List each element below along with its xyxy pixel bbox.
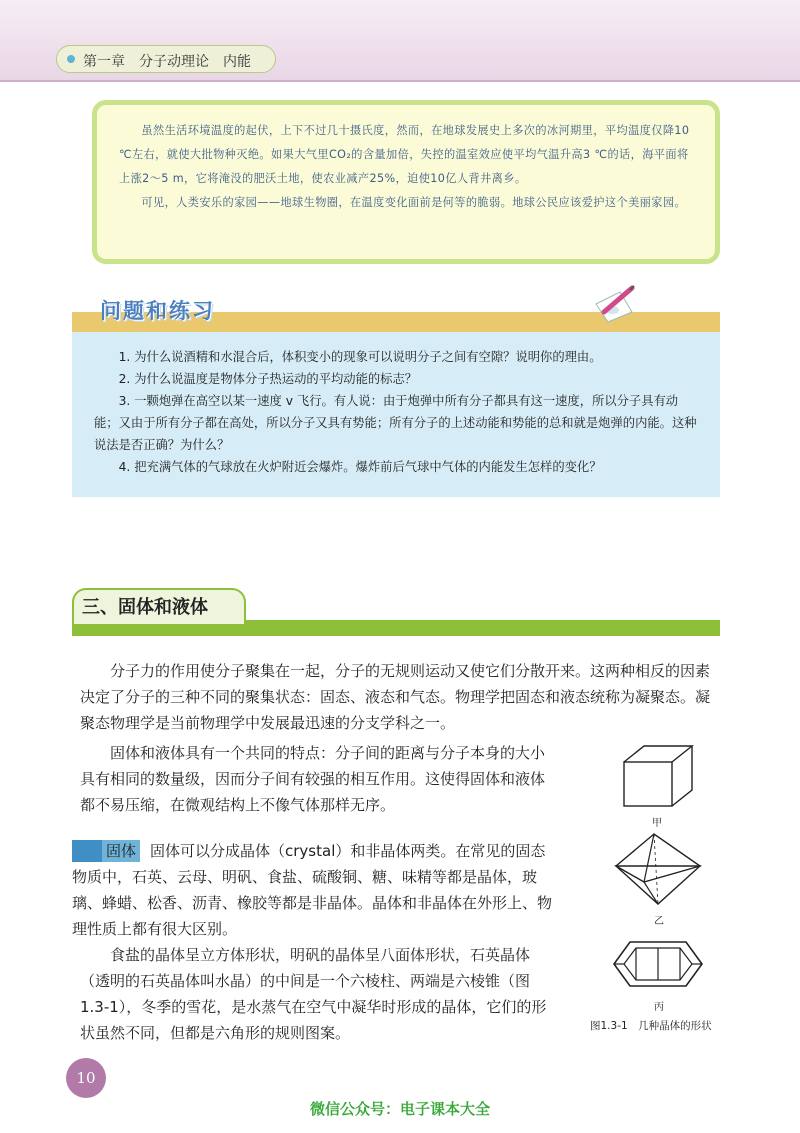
figure-label-c: 丙: [654, 1002, 664, 1013]
reading-paragraph-2: 可见，人类安乐的家园——地球生物圈，在温度变化面前是何等的脆弱。地球公民应该爱护这个美丽家园。: [141, 196, 687, 209]
section-paragraph-4: 食盐的晶体呈立方体形状，明矾的晶体呈八面体形状，石英晶体（透明的石英晶体叫水晶）的中间是一个六棱柱、两端是六棱锥（图1.3-1），冬季的雪花，是水蒸气在空气中凝华时形成的晶体，它们的形状虽然不同，但都是六角形的规则图案。: [80, 946, 547, 1042]
cube-crystal-figure: [618, 742, 700, 810]
section-paragraph-2-block: [80, 740, 558, 818]
figure-label-a: 甲: [652, 818, 662, 829]
section-paragraph-3-block: [72, 838, 558, 942]
exercises-box: [72, 332, 720, 497]
section-paragraph-3: 固体可以分成晶体（crystal）和非晶体两类。在常见的固态物质中，石英、云母、明矾、食盐、硫酸铜、糖、味精等都是晶体，玻璃、蜂蜡、松香、沥青、橡胶等都是非晶体。晶体和非晶体在外形上、物理性质上都有很大区别。: [72, 842, 553, 938]
exercises-title: 问题和练习: [100, 299, 215, 323]
chapter-title: 第一章 分子动理论 内能: [83, 54, 251, 70]
figure-caption: 图1.3-1 几种晶体的形状: [590, 1020, 712, 1032]
exercise-item-2: 2. 为什么说温度是物体分子热运动的平均动能的标志？: [118, 372, 418, 386]
pencil-paper-icon: [590, 282, 638, 326]
octahedron-crystal-figure: [610, 832, 706, 906]
reading-paragraph-1: 虽然生活环境温度的起伏，上下不过几十摄氏度，然而，在地球发展史上多次的冰河期里，平均温度仅降10 ℃左右，就使大批物种灭绝。如果大气里CO₂的含量加倍，失控的温室效应使平均气温升高3 ℃的话，海平面将上涨2～5 m，它将淹没的肥沃土地，使农业减产25%，迫使10亿人背井离乡。: [119, 124, 690, 185]
figure-label-b: 乙: [654, 916, 664, 927]
section-paragraph-1: 分子力的作用使分子聚集在一起，分子的无规则运动又使它们分散开来。这两种相反的因素决定了分子的三种不同的聚集状态：固态、液态和气态。物理学把固态和液态统称为凝聚态。凝聚态物理学是当前物理学中发展最迅速的分支学科之一。: [80, 662, 711, 732]
reading-box: [92, 100, 720, 264]
solid-tag: 固体: [72, 840, 140, 862]
section-paragraph-1-block: [80, 658, 720, 736]
page-number: 10: [66, 1058, 106, 1098]
exercise-item-1: 1. 为什么说酒精和水混合后，体积变小的现象可以说明分子之间有空隙？说明你的理由。: [118, 350, 602, 364]
quartz-crystal-figure: [612, 936, 704, 992]
bullet-icon: [67, 55, 75, 63]
exercise-item-3: 3. 一颗炮弹在高空以某一速度 v 飞行。有人说：由于炮弹中所有分子都具有这一速度，所以分子具有动能；又由于所有分子都在高处，所以分子又具有势能；所有分子的上述动能和势能的总和就是炮弹的内能。这种说法是否正确？为什么？: [94, 394, 697, 452]
section-paragraph-2: 固体和液体具有一个共同的特点：分子间的距离与分子本身的大小具有相同的数量级，因而分子间有较强的相互作用。这使得固体和液体都不易压缩，在微观结构上不像气体那样无序。: [80, 744, 546, 814]
chapter-tab: [56, 45, 276, 73]
section-paragraph-4-block: [80, 942, 558, 1046]
watermark: 微信公众号：电子课本大全: [309, 1100, 490, 1118]
exercise-item-4: 4. 把充满气体的气球放在火炉附近会爆炸。爆炸前后气球中气体的内能发生怎样的变化？: [118, 460, 602, 474]
section-title: 三、固体和液体: [82, 597, 208, 618]
header-rule: [0, 80, 800, 82]
